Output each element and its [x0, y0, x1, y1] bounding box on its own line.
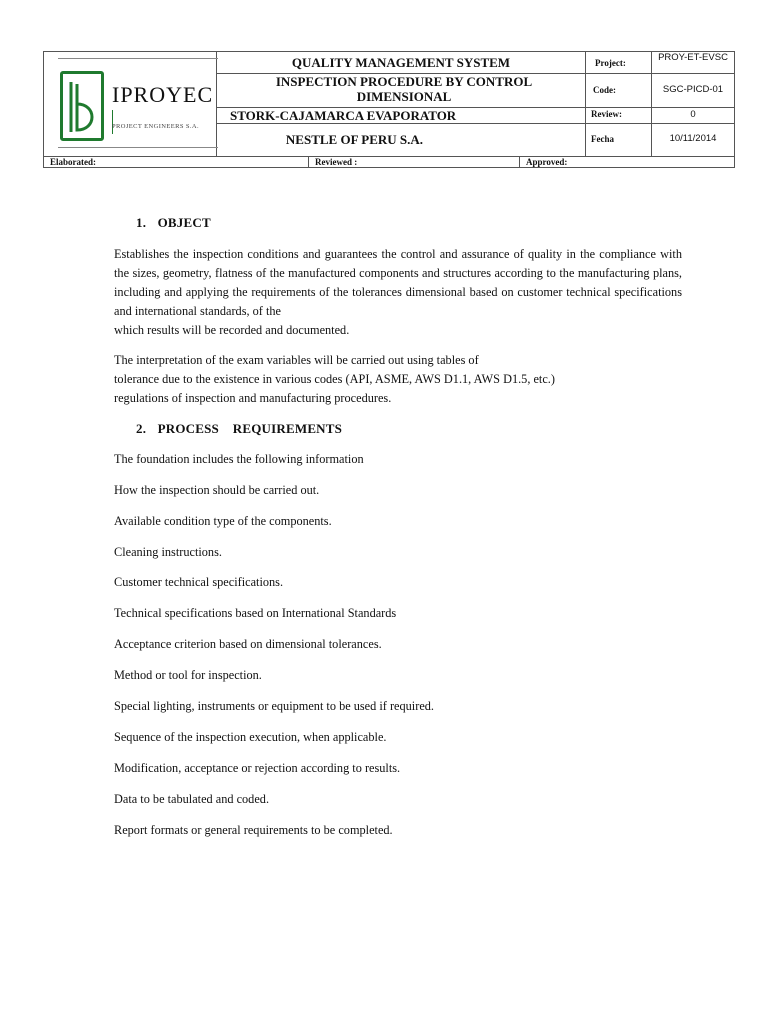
section-title: OBJECT — [157, 215, 211, 230]
list-item: Special lighting, instruments or equipment to be used if required. — [114, 699, 434, 713]
review-value: 0 — [690, 109, 696, 120]
list-item: Report formats or general requirements to be completed. — [114, 823, 393, 837]
list-item: Sequence of the inspection execution, when applicable. — [114, 730, 387, 744]
code-label: Code: — [593, 85, 616, 95]
client-name: NESTLE OF PERU S.A. — [285, 132, 424, 147]
project-name: STORK-CAJAMARCA EVAPORATOR — [230, 108, 457, 123]
system-title: QUALITY MANAGEMENT SYSTEM — [291, 55, 511, 70]
procedure-title: INSPECTION PROCEDURE BY CONTROL DIMENSIONAL — [275, 74, 533, 104]
section-title: PROCESS REQUIREMENTS — [157, 421, 343, 436]
logo-subtitle: PROJECT ENGINEERS S.A. — [112, 123, 200, 130]
elaborated-label: Elaborated: — [50, 157, 96, 167]
date-value: 10/11/2014 — [669, 133, 717, 144]
section-heading-object — [136, 215, 211, 231]
divider — [519, 156, 520, 168]
divider — [585, 52, 586, 157]
project-code-value: PROY-ET-EVSC — [658, 52, 728, 63]
date-label: Fecha — [591, 134, 614, 144]
company-logo — [50, 58, 214, 153]
review-label: Review: — [591, 109, 622, 119]
section-number: 2. — [136, 421, 147, 436]
list-item: How the inspection should be carried out. — [114, 483, 320, 497]
requirements-intro: The foundation includes the following information — [114, 452, 364, 466]
logo-mark-icon — [60, 71, 104, 141]
interpretation-line-1: The interpretation of the exam variables will be carried out using tables of — [114, 353, 479, 367]
section-number: 1. — [136, 215, 147, 230]
document-header — [43, 51, 735, 168]
list-item: Acceptance criterion based on dimensional tolerances. — [114, 637, 382, 651]
project-label: Project: — [595, 58, 626, 68]
interpretation-line-2: tolerance due to the existence in various codes (API, ASME, AWS D1.1, AWS D1.5, etc.) — [114, 372, 555, 386]
list-item: Cleaning instructions. — [114, 545, 222, 559]
list-item: Customer technical specifications. — [114, 575, 284, 589]
document-code-value: SGC-PICD-01 — [662, 84, 724, 95]
divider — [308, 156, 309, 168]
list-item: Data to be tabulated and coded. — [114, 792, 270, 806]
divider — [216, 123, 734, 124]
approved-label: Approved: — [526, 157, 568, 167]
divider — [44, 156, 734, 157]
section-heading-process-requirements — [136, 421, 342, 437]
list-item: Technical specifications based on International Standards — [114, 606, 397, 620]
object-paragraph: Establishes the inspection conditions and guarantees the control and assurance of quality in the compliance with the sizes, geometry, flatness of the manufactured components and structures according to the manufacturing plans, including and applying the requirements of the tolerances dimensional based on customer technical specifications and international standards, of the — [114, 247, 682, 318]
logo-name: IPROYEC — [112, 82, 214, 107]
list-item: Modification, acceptance or rejection according to results. — [114, 761, 401, 775]
list-item: Method or tool for inspection. — [114, 668, 262, 682]
interpretation-line-3: regulations of inspection and manufacturing procedures. — [114, 391, 392, 405]
list-item: Available condition type of the components. — [114, 514, 332, 528]
object-paragraph-end: which results will be recorded and documented. — [114, 323, 350, 337]
reviewed-label: Reviewed : — [315, 157, 358, 167]
